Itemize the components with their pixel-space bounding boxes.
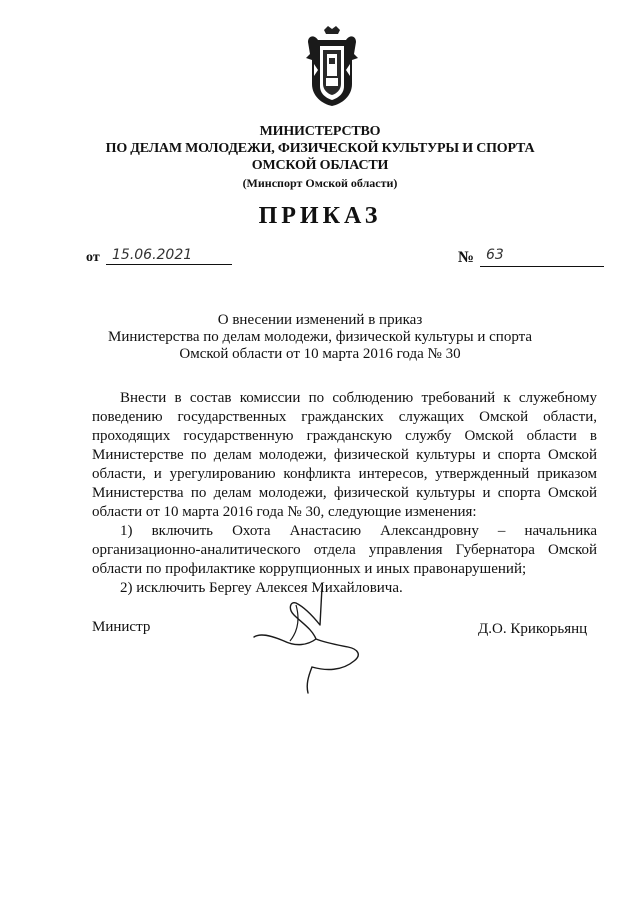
body-line: поведению государственных гражданских служащих Омской области, bbox=[92, 409, 597, 425]
org-name-line-1: МИНИСТЕРСТВО bbox=[259, 124, 381, 139]
body-line: Министерства по делам молодежи, физической культуры и спорта Омской bbox=[92, 485, 597, 501]
coat-of-arms-emblem bbox=[300, 24, 364, 108]
subject-line-1: О внесении изменений в приказ bbox=[217, 312, 423, 328]
body-line: Министерстве по делам молодежи, физической культуры и спорта Омской bbox=[92, 447, 597, 463]
body-line: проходящих государственную гражданскую службу Омской области в bbox=[92, 428, 597, 444]
handwritten-signature bbox=[250, 585, 370, 695]
subject-line-3: Омской области от 10 марта 2016 года № 30 bbox=[179, 346, 461, 362]
list-item-1-line: организационно-аналитического отдела управления Губернатора Омской bbox=[92, 542, 597, 558]
date-value: 15.06.2021 bbox=[112, 247, 193, 263]
list-item-1-line: области по профилактике коррупционных и иных правонарушений; bbox=[92, 561, 527, 577]
date-underline bbox=[106, 264, 232, 265]
org-name-line-3: ОМСКОЙ ОБЛАСТИ bbox=[251, 158, 389, 173]
body-line: области, и урегулированию конфликта интересов, утвержденный приказом bbox=[92, 466, 597, 482]
body-line: области от 10 марта 2016 года № 30, следующие изменения: bbox=[92, 504, 477, 520]
list-item-2-line: 2) исключить Бергеу Алексея Михайловича. bbox=[120, 580, 403, 596]
subject-line-2: Министерства по делам молодежи, физической культуры и спорта bbox=[107, 329, 533, 345]
list-item-1-line: 1) включить Охота Анастасию Александровну – начальника bbox=[120, 523, 597, 539]
number-underline bbox=[480, 266, 604, 267]
org-short-name: (Минспорт Омской области) bbox=[242, 176, 398, 190]
number-value: 63 bbox=[486, 247, 504, 263]
document-title: ПРИКАЗ bbox=[258, 203, 382, 229]
date-prefix: от bbox=[86, 250, 100, 265]
org-name-line-2: ПО ДЕЛАМ МОЛОДЕЖИ, ФИЗИЧЕСКОЙ КУЛЬТУРЫ И СПОРТА bbox=[105, 141, 535, 156]
signatory-position: Министр bbox=[92, 619, 151, 635]
body-line: Внести в состав комиссии по соблюдению требований к служебному bbox=[120, 390, 597, 406]
signatory-name: Д.О. Крикорьянц bbox=[478, 621, 588, 637]
number-prefix: № bbox=[458, 249, 475, 266]
